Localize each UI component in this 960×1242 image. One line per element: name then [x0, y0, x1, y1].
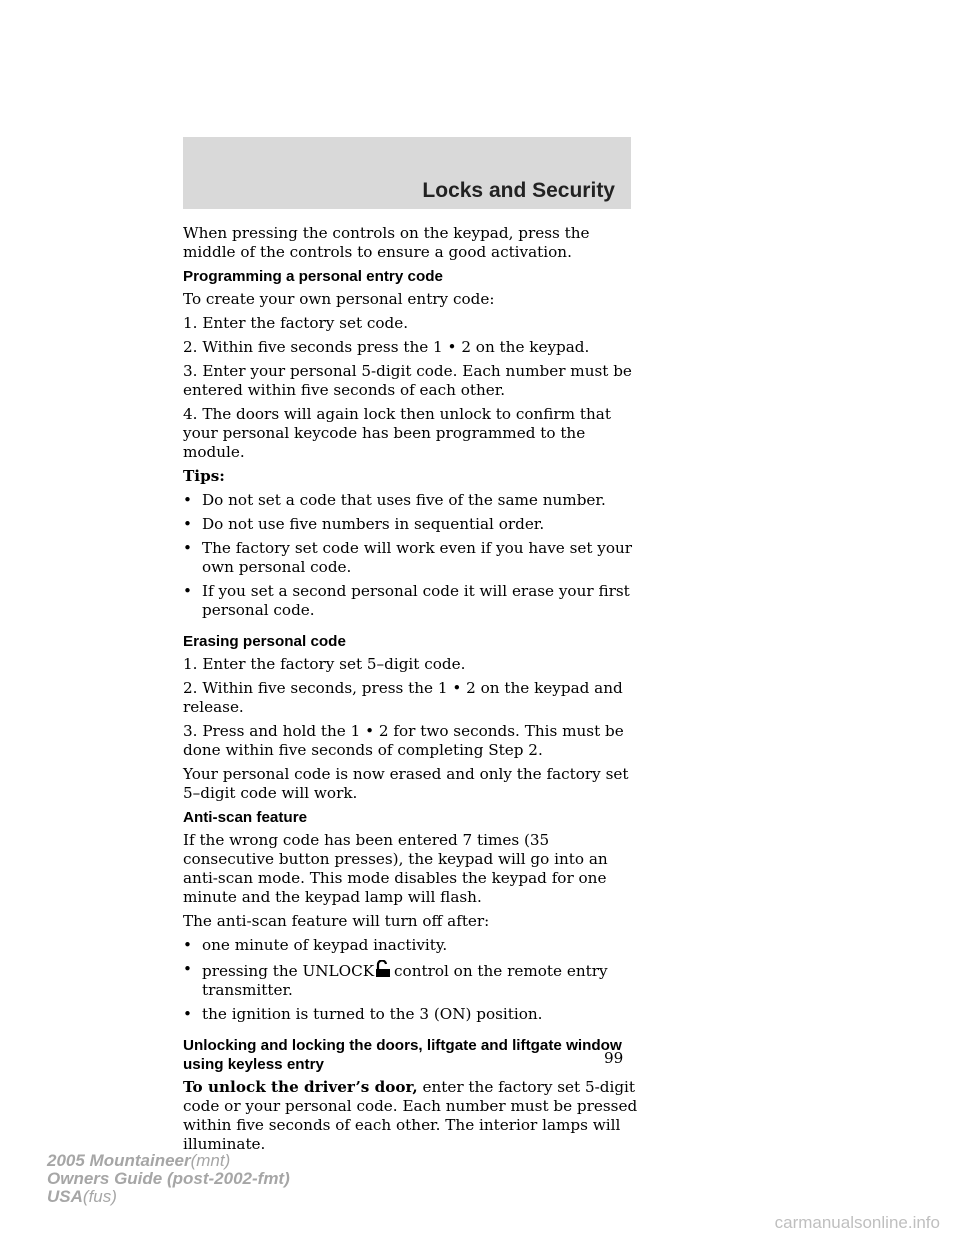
list-item: • the ignition is turned to the 3 (ON) position. — [183, 1005, 643, 1024]
unlock-text-before: pressing the UNLOCK — [202, 962, 375, 980]
list-item: • Do not use five numbers in sequential order. — [183, 515, 643, 534]
list-item: • The factory set code will work even if you have set your own personal code. — [183, 539, 643, 577]
list-item: • If you set a second personal code it will erase your first personal code. — [183, 582, 643, 620]
page-content — [183, 224, 643, 1159]
tips-label: Tips: — [183, 467, 225, 485]
programming-lead: To create your own personal entry code: — [183, 290, 495, 308]
unlocking-paragraph — [183, 1078, 643, 1154]
list-item: • Do not set a code that uses five of the same number. — [183, 491, 643, 510]
unlock-icon — [374, 960, 394, 978]
programming-step: 4. The doors will again lock then unlock to confirm that your personal keycode has been programmed to the module. — [183, 405, 611, 461]
erasing-heading: Erasing personal code — [183, 633, 346, 650]
footer-market: USA — [47, 1187, 83, 1206]
unlocking-text: enter the factory set 5-digit code or your personal code. Each number must be pressed within five seconds of each other. The interior lamps will illuminate. — [183, 1078, 638, 1153]
antiscan-heading: Anti-scan feature — [183, 809, 308, 826]
programming-heading: Programming a personal entry code — [183, 268, 443, 285]
footer-guide: Owners Guide (post-2002-fmt) — [47, 1169, 290, 1188]
programming-step: 3. Enter your personal 5-digit code. Each number must be entered within five seconds of each other. — [183, 362, 632, 399]
tips-list — [183, 491, 643, 620]
page-number: 99 — [604, 1049, 624, 1067]
erasing-step: 3. Press and hold the 1 • 2 for two seconds. This must be done within five seconds of completing Step 2. — [183, 722, 624, 759]
antiscan-text: If the wrong code has been entered 7 times (35 consecutive button presses), the keypad will go into an anti-scan mode. This mode disables the keypad for one minute and the keypad lamp will flash. — [183, 831, 608, 906]
antiscan-lead: The anti-scan feature will turn off after: — [183, 912, 490, 930]
section-title: Locks and Security — [422, 179, 615, 202]
erasing-step: 1. Enter the factory set 5–digit code. — [183, 655, 466, 673]
erasing-note: Your personal code is now erased and only the factory set 5–digit code will work. — [183, 765, 629, 802]
antiscan-list — [183, 936, 643, 1024]
erasing-step: 2. Within five seconds, press the 1 • 2 on the keypad and release. — [183, 679, 623, 716]
list-item — [183, 960, 643, 1000]
footer-model-code: (mnt) — [190, 1151, 231, 1170]
programming-step: 1. Enter the factory set code. — [183, 314, 409, 332]
section-header-band — [183, 137, 631, 209]
unlocking-heading: Unlocking and locking the doors, liftgate and liftgate window using keyless entry — [183, 1037, 622, 1073]
programming-step: 2. Within five seconds press the 1 • 2 on the keypad. — [183, 338, 590, 356]
list-item: • one minute of keypad inactivity. — [183, 936, 643, 955]
unlock-text-after: control on the remote entry transmitter. — [202, 962, 608, 999]
document-footer — [47, 1152, 290, 1206]
footer-model: 2005 Mountaineer — [47, 1151, 191, 1170]
intro-paragraph: When pressing the controls on the keypad, press the middle of the controls to ensure a good activation. — [183, 224, 590, 261]
unlocking-lead: To unlock the driver’s door, — [183, 1078, 418, 1096]
watermark-link[interactable]: carmanualsonline.info — [774, 1213, 940, 1232]
footer-market-code: (fus) — [82, 1187, 117, 1206]
